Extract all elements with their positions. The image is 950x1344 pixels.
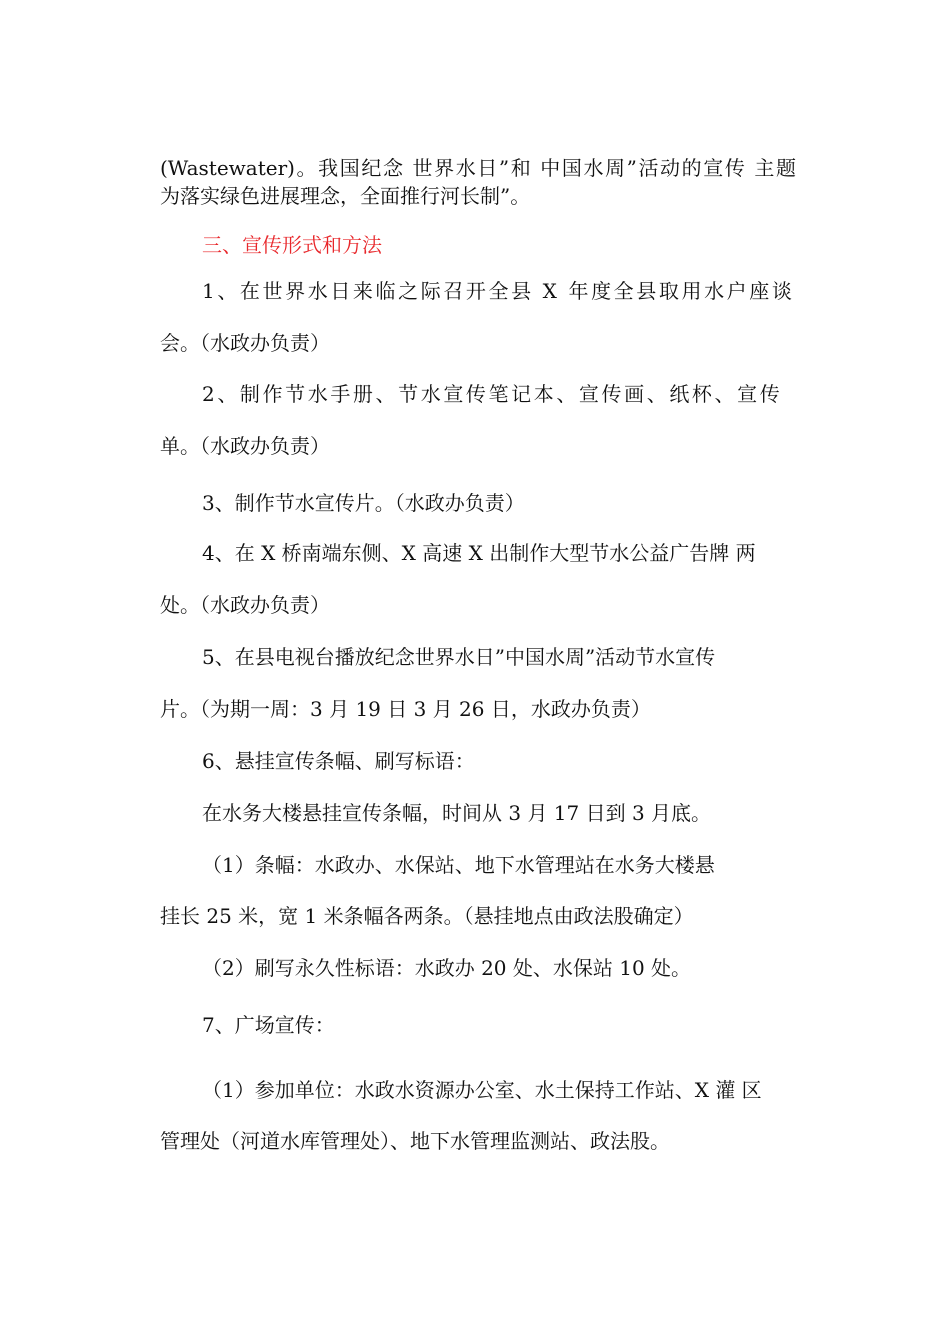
item-7-sub-1-line-2: 管理处（河道水库管理处）、地下水管理监测站、政法股。	[160, 1129, 670, 1153]
item-4-line-2: 处。（水政办负责）	[160, 593, 330, 617]
intro-line-2: 为落实绿色进展理念，全面推行河长制”。	[160, 184, 531, 208]
item-5-line-1: 5、在县电视台播放纪念世界水日”中国水周”活动节水宣传	[202, 645, 716, 669]
item-7-sub-1-line-1: （1）参加单位：水政水资源办公室、水土保持工作站、X 灌 区	[202, 1078, 762, 1102]
item-6-sub-2-line-1: （2）刷写永久性标语：水政办 20 处、水保站 10 处。	[202, 956, 692, 980]
item-6-line-1: 6、悬挂宣传条幅、刷写标语：	[202, 749, 475, 773]
item-2-line-1: 2、制作节水手册、节水宣传笔记本、宣传画、纸杯、宣传	[202, 382, 783, 406]
item-2-line-2: 单。（水政办负责）	[160, 434, 330, 458]
item-1-line-1: 1、在世界水日来临之际召开全县 X 年度全县取用水户座谈	[202, 279, 795, 303]
intro-line-1: (Wastewater)。我国纪念 世界水日”和 中国水周”活动的宣传 主题	[160, 156, 796, 180]
item-7-line-1: 7、广场宣传：	[202, 1013, 335, 1037]
item-6-sub-1-line-2: 挂长 25 米，宽 1 米条幅各两条。（悬挂地点由政法股确定）	[160, 904, 694, 928]
item-6-line-2: 在水务大楼悬挂宣传条幅，时间从 3 月 17 日到 3 月底。	[202, 801, 712, 825]
item-5-line-2: 片。（为期一周：3 月 19 日 3 月 26 日，水政办负责）	[160, 697, 651, 721]
item-3-line-1: 3、制作节水宣传片。（水政办负责）	[202, 491, 525, 515]
item-6-sub-1-line-1: （1）条幅：水政办、水保站、地下水管理站在水务大楼悬	[202, 853, 715, 877]
section-heading: 三、宣传形式和方法	[202, 233, 382, 257]
item-1-line-2: 会。（水政办负责）	[160, 331, 330, 355]
item-4-line-1: 4、在 X 桥南端东侧、X 高速 X 出制作大型节水公益广告牌 两	[202, 541, 756, 565]
